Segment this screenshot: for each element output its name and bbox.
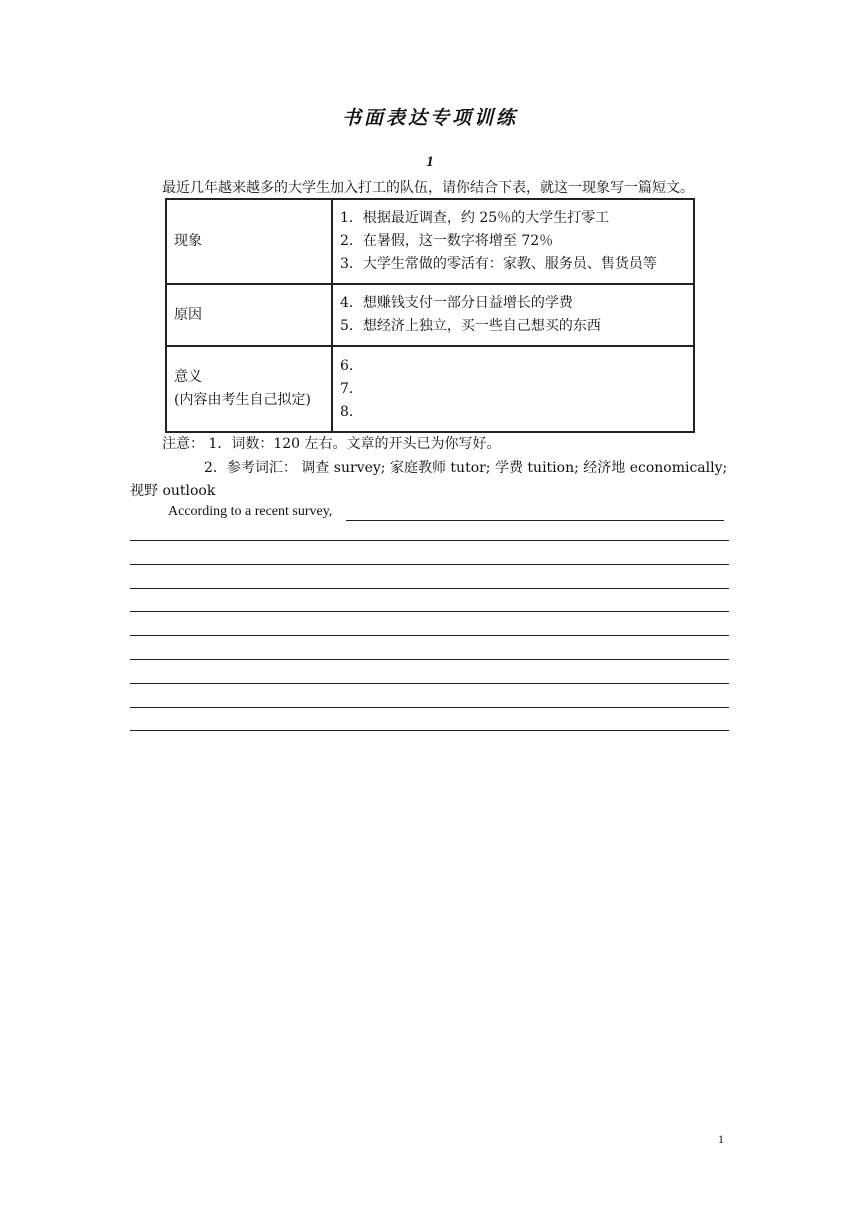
section-number: 1 [426, 154, 434, 170]
row-items [332, 284, 694, 346]
page-number: 1 [718, 1132, 724, 1146]
answer-line[interactable] [130, 659, 729, 660]
note-line: 视野 outlook [130, 483, 216, 499]
task-intro: 最近几年越来越多的大学生加入打工的队伍，请你结合下表，就这一现象写一篇短文。 [162, 180, 694, 196]
item-text: 2．在暑假，这一数字将增至 72％ [340, 233, 554, 249]
page-title: 书面表达专项训练 [341, 107, 518, 129]
row-items [332, 199, 694, 284]
row-heading: 现象 [166, 199, 332, 284]
essay-starter: According to a recent survey, [168, 504, 333, 519]
item-text: 3．大学生常做的零活有：家教、服务员、售货员等 [340, 256, 657, 272]
table-row [166, 199, 694, 284]
answer-line[interactable] [346, 520, 724, 521]
item-text: 8． [340, 403, 363, 420]
item-text: 1．根据最近调查，约 25％的大学生打零工 [340, 210, 610, 226]
answer-line[interactable] [130, 564, 729, 565]
answer-line[interactable] [130, 730, 729, 731]
answer-line[interactable] [130, 683, 729, 684]
prompt-table [165, 198, 695, 433]
item-text: 7． [340, 380, 363, 397]
item-text: 6． [340, 357, 363, 374]
answer-line[interactable] [130, 611, 729, 612]
table-row [166, 284, 694, 346]
item-text: 5．想经济上独立，买一些自己想买的东西 [340, 318, 601, 334]
item-text: 4．想赚钱支付一部分日益增长的学费 [340, 295, 573, 311]
row-heading: 原因 [166, 284, 332, 346]
row-heading-sub: (内容由考生自己拟定) [174, 392, 311, 408]
answer-line[interactable] [130, 540, 729, 541]
row-items [332, 346, 694, 432]
table-row [166, 346, 694, 432]
row-heading: 意义 (内容由考生自己拟定) [166, 346, 332, 432]
note-line: 注意： 1．词数：120 左右。文章的开头已为你写好。 [162, 436, 501, 452]
answer-line[interactable] [130, 707, 729, 708]
answer-line[interactable] [130, 588, 729, 589]
answer-line[interactable] [130, 635, 729, 636]
note-line: 2．参考词汇： 调查 survey; 家庭教师 tutor; 学费 tuition; 经济地 economically; [204, 460, 728, 476]
